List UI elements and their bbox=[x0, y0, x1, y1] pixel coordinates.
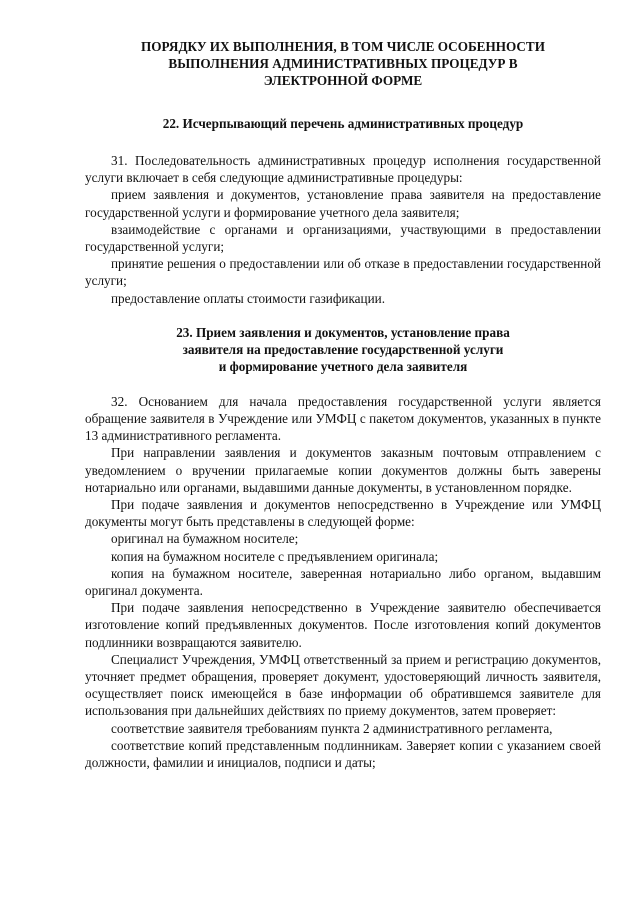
title-line: ВЫПОЛНЕНИЯ АДМИНИСТРАТИВНЫХ ПРОЦЕДУР В bbox=[168, 56, 518, 71]
section-22-body bbox=[85, 152, 601, 307]
paragraph: При подаче заявления непосредственно в Учреждение заявителю обеспечивается изготовление копий предъявленных документов. После изготовления копий документов подлинники возвращаются заявителю. bbox=[85, 600, 601, 650]
list-item: прием заявления и документов, установление права заявителя на предоставление государственной услуги и формирование учетного дела заявителя; bbox=[85, 187, 601, 220]
list-item: взаимодействие с органами и организациями, участвующими в предоставлении государственной услуги; bbox=[85, 221, 601, 255]
section-23-heading bbox=[85, 324, 601, 375]
heading-line: 23. Прием заявления и документов, установление права bbox=[176, 324, 510, 340]
section-23-body bbox=[85, 393, 601, 771]
list-item: копия на бумажном носителе с предъявлением оригинала; bbox=[111, 548, 439, 564]
list-item: принятие решения о предоставлении или об отказе в предоставлении государственной услуги; bbox=[85, 256, 601, 289]
heading-line: заявителя на предоставление государственной услуги bbox=[182, 341, 504, 357]
list-item: предоставление оплаты стоимости газификации. bbox=[111, 290, 386, 306]
title-line: ПОРЯДКУ ИХ ВЫПОЛНЕНИЯ, В ТОМ ЧИСЛЕ ОСОБЕННОСТИ bbox=[141, 39, 545, 54]
list-item: оригинал на бумажном носителе; bbox=[111, 531, 299, 547]
paragraph: 32. Основанием для начала предоставления государственной услуги является обращение заявителя в Учреждение или УМФЦ с пакетом документов, указанных в пункте 13 административного регламента. bbox=[85, 393, 601, 444]
title-line: ЭЛЕКТРОННОЙ ФОРМЕ bbox=[263, 73, 423, 88]
document-title bbox=[85, 38, 601, 89]
list-item: соответствие заявителя требованиям пункта 2 административного регламента, bbox=[111, 720, 553, 736]
paragraph: 31. Последовательность административных процедур исполнения государственной услуги включает в себя следующие административные процедуры: bbox=[85, 153, 601, 186]
paragraph: При подаче заявления и документов непосредственно в Учреждение или УМФЦ документы могут быть представлены в следующей форме: bbox=[85, 497, 601, 530]
section-22-heading: 22. Исчерпывающий перечень административных процедур bbox=[162, 116, 524, 131]
list-item: копия на бумажном носителе, заверенная нотариально либо органом, выдавшим оригинал документа. bbox=[85, 565, 601, 599]
paragraph: При направлении заявления и документов заказным почтовым отправлением с уведомлением о вручении прилагаемые копии документов должны быть заверены нотариально или органами, выдавшими данные документы, в установленном порядке. bbox=[85, 445, 601, 495]
paragraph: Специалист Учреждения, УМФЦ ответственный за прием и регистрацию документов, уточняет предмет обращения, проверяет документ, удостоверяющий личность заявителя, осуществляет поиск имеющейся в базе информации об обратившемся заявителе для использования при дальнейших действиях по приему документов, затем проверяет: bbox=[85, 651, 601, 719]
list-item: соответствие копий представленным подлинникам. Заверяет копии с указанием своей должности, фамилии и инициалов, подписи и даты; bbox=[85, 737, 601, 771]
heading-line: и формирование учетного дела заявителя bbox=[218, 358, 468, 374]
